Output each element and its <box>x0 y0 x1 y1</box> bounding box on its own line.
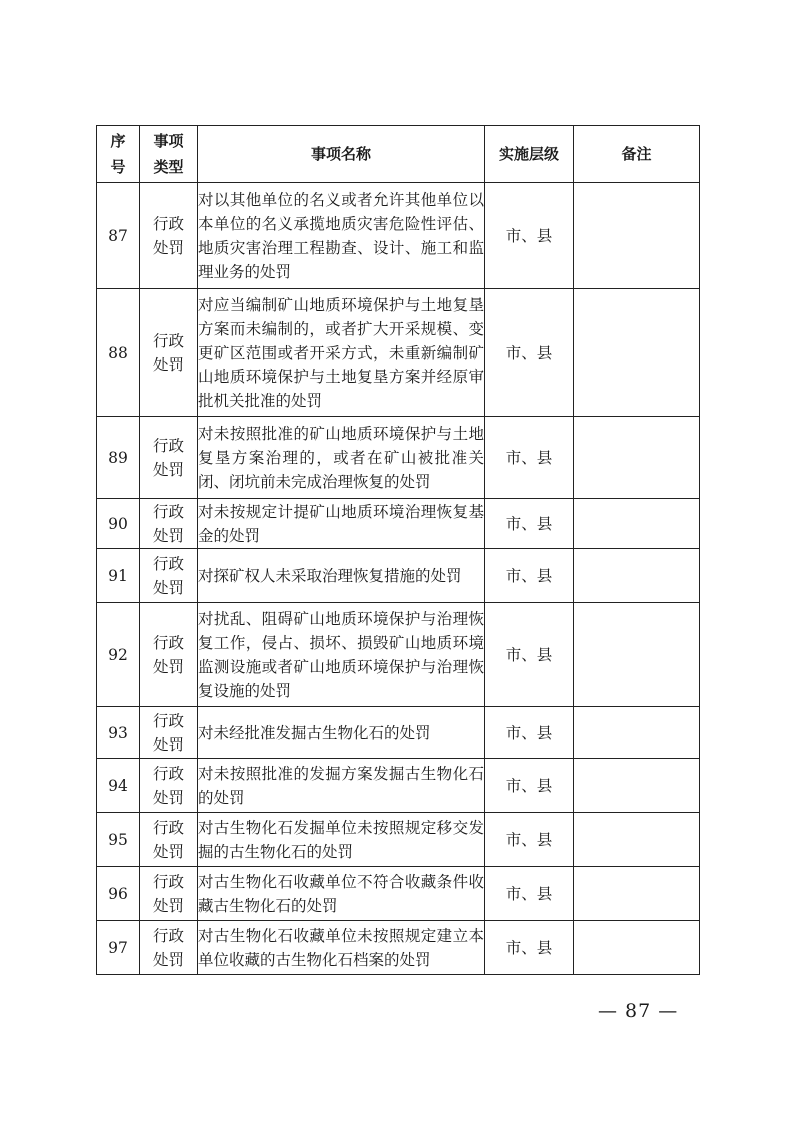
row-item-name: 对古生物化石收藏单位不符合收藏条件收藏古生物化石的处罚 <box>198 867 485 921</box>
row-number: 90 <box>97 499 140 549</box>
row-note <box>574 183 700 289</box>
row-note <box>574 707 700 759</box>
row-item-name: 对以其他单位的名义或者允许其他单位以本单位的名义承揽地质灾害危险性评估、地质灾害治理工程勘查、设计、施工和监理业务的处罚 <box>198 183 485 289</box>
row-type-line: 行政 <box>152 818 184 837</box>
row-type <box>140 289 198 417</box>
row-type-line: 处罚 <box>152 526 184 545</box>
row-type-line: 行政 <box>152 214 184 233</box>
row-type <box>140 707 198 759</box>
row-type <box>140 813 198 867</box>
row-type-line: 处罚 <box>152 788 184 807</box>
row-type <box>140 759 198 813</box>
header-type: 事项 类型 <box>140 126 198 183</box>
row-level: 市、县 <box>485 921 574 975</box>
row-type-line: 行政 <box>152 633 184 652</box>
row-type <box>140 921 198 975</box>
row-level: 市、县 <box>485 759 574 813</box>
row-type-line: 处罚 <box>152 657 184 676</box>
page-number: — 87 — <box>598 1000 679 1022</box>
row-type <box>140 549 198 603</box>
row-type-line: 处罚 <box>152 238 184 257</box>
table-row <box>97 499 700 549</box>
row-type <box>140 499 198 549</box>
row-level: 市、县 <box>485 499 574 549</box>
row-note <box>574 867 700 921</box>
row-item-name: 对未经批准发掘古生物化石的处罚 <box>198 707 485 759</box>
row-type-line: 处罚 <box>152 896 184 915</box>
table-row <box>97 867 700 921</box>
table-row <box>97 183 700 289</box>
row-item-name: 对古生物化石发掘单位未按照规定移交发掘的古生物化石的处罚 <box>198 813 485 867</box>
table-row <box>97 549 700 603</box>
row-type-line: 行政 <box>152 764 184 783</box>
row-number: 96 <box>97 867 140 921</box>
row-number: 91 <box>97 549 140 603</box>
row-type <box>140 417 198 499</box>
row-level: 市、县 <box>485 183 574 289</box>
row-number: 87 <box>97 183 140 289</box>
row-number: 95 <box>97 813 140 867</box>
row-type-line: 行政 <box>152 502 184 521</box>
row-item-name: 对未按规定计提矿山地质环境治理恢复基金的处罚 <box>198 499 485 549</box>
header-no: 序 号 <box>97 126 140 183</box>
row-note <box>574 921 700 975</box>
row-level: 市、县 <box>485 603 574 707</box>
row-type-line: 处罚 <box>152 460 184 479</box>
row-note <box>574 759 700 813</box>
row-note <box>574 499 700 549</box>
row-type-line: 行政 <box>152 436 184 455</box>
row-number: 89 <box>97 417 140 499</box>
header-note: 备注 <box>574 126 700 183</box>
row-item-name: 对探矿权人未采取治理恢复措施的处罚 <box>198 549 485 603</box>
row-type-line: 行政 <box>152 711 184 730</box>
row-type <box>140 867 198 921</box>
table-row <box>97 289 700 417</box>
row-type <box>140 183 198 289</box>
row-note <box>574 549 700 603</box>
row-note <box>574 289 700 417</box>
row-type-line: 行政 <box>152 926 184 945</box>
row-item-name: 对未按照批准的矿山地质环境保护与土地复垦方案治理的，或者在矿山被批准关闭、闭坑前未完成治理恢复的处罚 <box>198 417 485 499</box>
row-item-name: 对应当编制矿山地质环境保护与土地复垦方案而未编制的，或者扩大开采规模、变更矿区范围或者开采方式，未重新编制矿山地质环境保护与土地复垦方案并经原审批机关批准的处罚 <box>198 289 485 417</box>
row-number: 94 <box>97 759 140 813</box>
row-type-line: 处罚 <box>152 578 184 597</box>
row-level: 市、县 <box>485 707 574 759</box>
row-type-line: 处罚 <box>152 842 184 861</box>
table-row <box>97 759 700 813</box>
table-row <box>97 603 700 707</box>
row-type-line: 行政 <box>152 331 184 350</box>
row-type-line: 处罚 <box>152 735 184 754</box>
row-item-name: 对扰乱、阻碍矿山地质环境保护与治理恢复工作，侵占、损坏、损毁矿山地质环境监测设施或者矿山地质环境保护与治理恢复设施的处罚 <box>198 603 485 707</box>
row-number: 93 <box>97 707 140 759</box>
row-level: 市、县 <box>485 867 574 921</box>
row-number: 97 <box>97 921 140 975</box>
header-level: 实施层级 <box>485 126 574 183</box>
row-type-line: 处罚 <box>152 950 184 969</box>
row-type-line: 处罚 <box>152 355 184 374</box>
row-note <box>574 813 700 867</box>
row-type <box>140 603 198 707</box>
row-level: 市、县 <box>485 813 574 867</box>
table-header-row <box>97 126 700 183</box>
row-item-name: 对未按照批准的发掘方案发掘古生物化石的处罚 <box>198 759 485 813</box>
table-row <box>97 707 700 759</box>
row-number: 88 <box>97 289 140 417</box>
table-row <box>97 417 700 499</box>
table-row <box>97 921 700 975</box>
row-type-line: 行政 <box>152 554 184 573</box>
table-row <box>97 813 700 867</box>
row-level: 市、县 <box>485 549 574 603</box>
header-name: 事项名称 <box>198 126 485 183</box>
row-number: 92 <box>97 603 140 707</box>
row-level: 市、县 <box>485 289 574 417</box>
row-item-name: 对古生物化石收藏单位未按照规定建立本单位收藏的古生物化石档案的处罚 <box>198 921 485 975</box>
row-level: 市、县 <box>485 417 574 499</box>
row-type-line: 行政 <box>152 872 184 891</box>
row-note <box>574 417 700 499</box>
items-table <box>96 125 700 975</box>
row-note <box>574 603 700 707</box>
